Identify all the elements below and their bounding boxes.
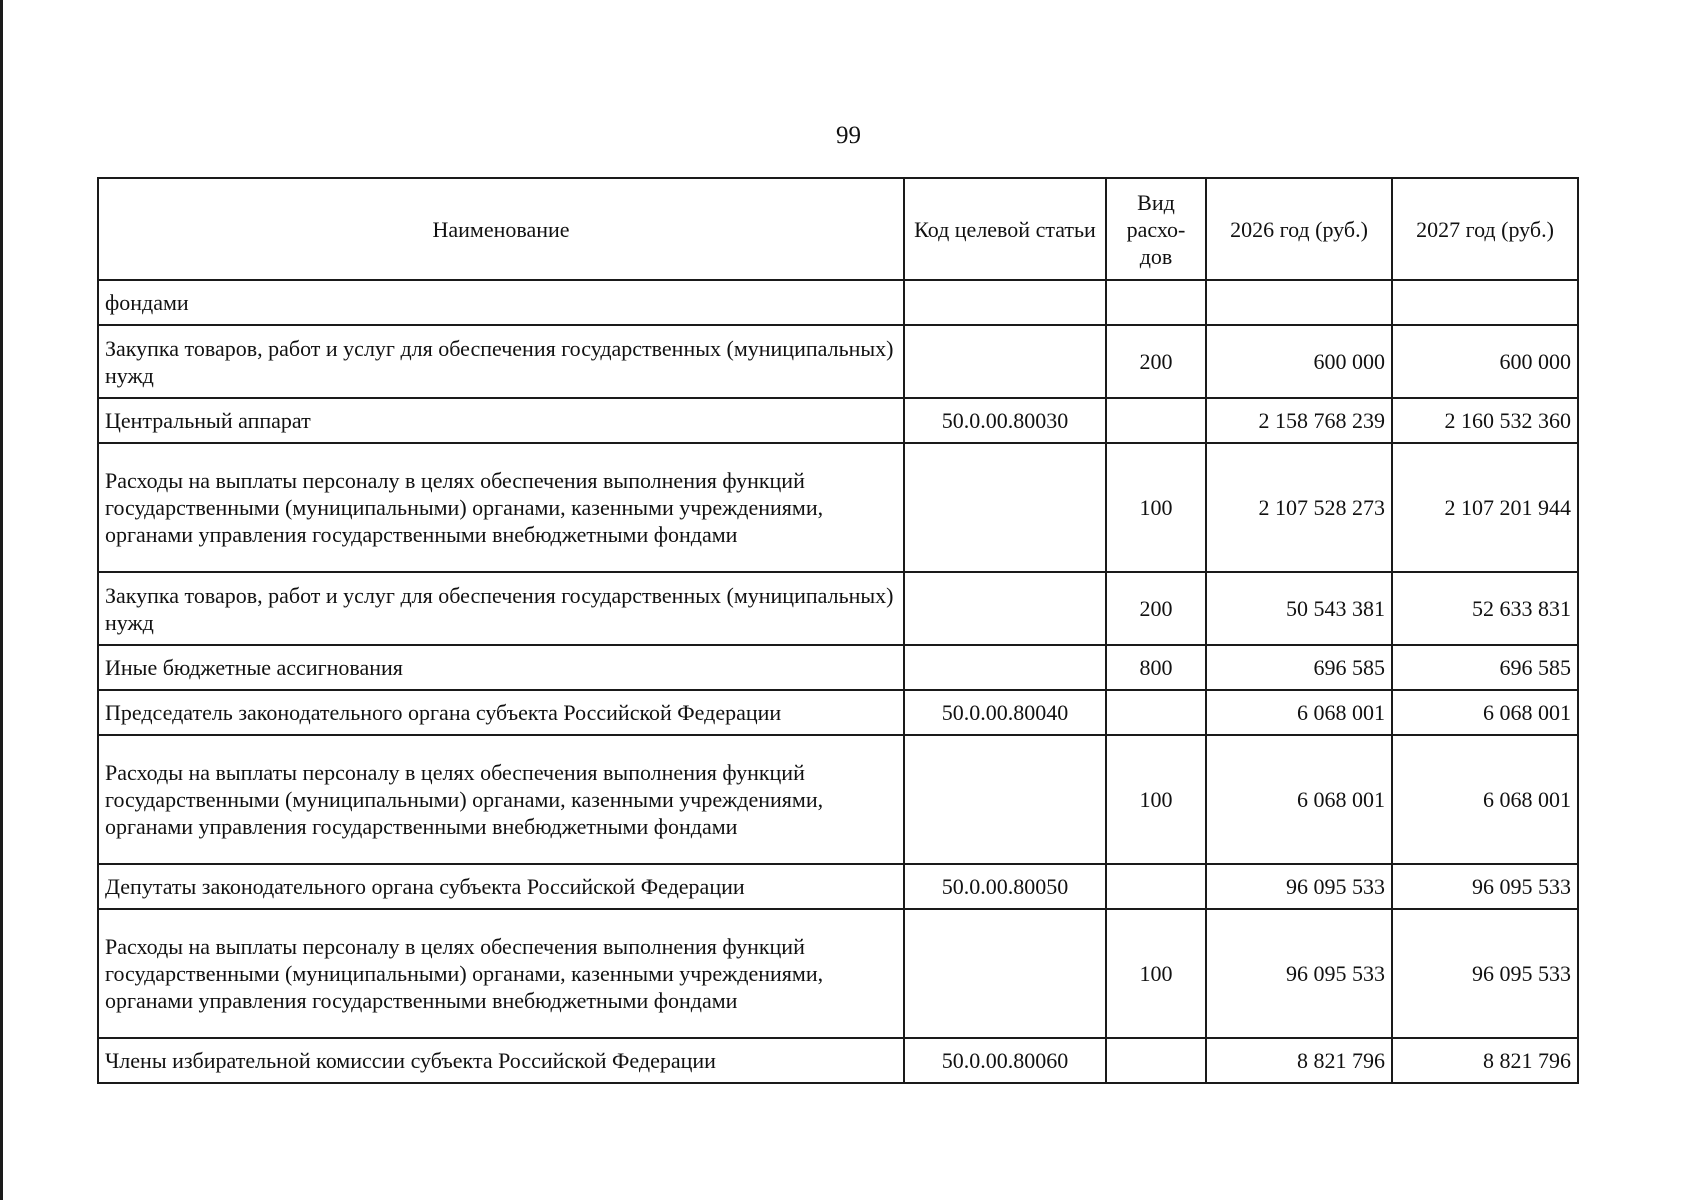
cell-2027: 6 068 001: [1392, 735, 1578, 864]
cell-code: [904, 735, 1106, 864]
cell-2027: 2 107 201 944: [1392, 443, 1578, 572]
cell-2026: 96 095 533: [1206, 864, 1392, 909]
cell-code: 50.0.00.80050: [904, 864, 1106, 909]
cell-expense-type: [1106, 864, 1206, 909]
cell-expense-type: 100: [1106, 909, 1206, 1038]
table-row: [98, 280, 1578, 325]
cell-name: Закупка товаров, работ и услуг для обеспечения государственных (муниципальных) нужд: [98, 325, 904, 398]
cell-2026: 8 821 796: [1206, 1038, 1392, 1083]
cell-name: фондами: [98, 280, 904, 325]
cell-2026: 6 068 001: [1206, 690, 1392, 735]
cell-2026: [1206, 280, 1392, 325]
table-row: [98, 645, 1578, 690]
cell-2027: 6 068 001: [1392, 690, 1578, 735]
cell-name: Депутаты законодательного органа субъекта Российской Федерации: [98, 864, 904, 909]
cell-expense-type: [1106, 280, 1206, 325]
table-row: [98, 864, 1578, 909]
cell-expense-type: [1106, 1038, 1206, 1083]
cell-expense-type: 200: [1106, 572, 1206, 645]
cell-2026: 6 068 001: [1206, 735, 1392, 864]
header-code: Код целевой статьи: [904, 178, 1106, 280]
cell-2026: 600 000: [1206, 325, 1392, 398]
table-row: [98, 735, 1578, 864]
cell-2026: 2 158 768 239: [1206, 398, 1392, 443]
cell-expense-type: 100: [1106, 443, 1206, 572]
cell-2027: 8 821 796: [1392, 1038, 1578, 1083]
cell-2026: 2 107 528 273: [1206, 443, 1392, 572]
cell-2026: 696 585: [1206, 645, 1392, 690]
cell-code: [904, 280, 1106, 325]
cell-code: [904, 572, 1106, 645]
cell-expense-type: [1106, 398, 1206, 443]
cell-name: Председатель законодательного органа субъекта Российской Федерации: [98, 690, 904, 735]
budget-table: [97, 177, 1579, 1084]
cell-name: Центральный аппарат: [98, 398, 904, 443]
header-expense-type: Вид расхо-дов: [1106, 178, 1206, 280]
table-row: [98, 1038, 1578, 1083]
table-row: [98, 443, 1578, 572]
cell-2026: 50 543 381: [1206, 572, 1392, 645]
cell-expense-type: 800: [1106, 645, 1206, 690]
cell-2027: 96 095 533: [1392, 864, 1578, 909]
table-row: [98, 909, 1578, 1038]
header-year-2027: 2027 год (руб.): [1392, 178, 1578, 280]
cell-2027: 52 633 831: [1392, 572, 1578, 645]
cell-expense-type: 200: [1106, 325, 1206, 398]
header-name: Наименование: [98, 178, 904, 280]
header-year-2026: 2026 год (руб.): [1206, 178, 1392, 280]
cell-2027: [1392, 280, 1578, 325]
cell-name: Закупка товаров, работ и услуг для обеспечения государственных (муниципальных) нужд: [98, 572, 904, 645]
cell-name: Расходы на выплаты персоналу в целях обеспечения выполнения функций государственными (муниципальными) органами, казенными учреждениями, органами управления государственными внебюджетными фондами: [98, 443, 904, 572]
cell-2027: 600 000: [1392, 325, 1578, 398]
page-number: 99: [836, 122, 861, 149]
cell-name: Иные бюджетные ассигнования: [98, 645, 904, 690]
cell-code: 50.0.00.80060: [904, 1038, 1106, 1083]
cell-name: Члены избирательной комиссии субъекта Российской Федерации: [98, 1038, 904, 1083]
table-row: [98, 325, 1578, 398]
cell-2026: 96 095 533: [1206, 909, 1392, 1038]
page-left-edge: [0, 0, 3, 1200]
table-row: [98, 690, 1578, 735]
cell-code: 50.0.00.80040: [904, 690, 1106, 735]
cell-code: [904, 645, 1106, 690]
cell-2027: 696 585: [1392, 645, 1578, 690]
cell-code: [904, 909, 1106, 1038]
cell-2027: 2 160 532 360: [1392, 398, 1578, 443]
cell-code: 50.0.00.80030: [904, 398, 1106, 443]
cell-expense-type: [1106, 690, 1206, 735]
cell-expense-type: 100: [1106, 735, 1206, 864]
table-row: [98, 398, 1578, 443]
table-row: [98, 572, 1578, 645]
cell-name: Расходы на выплаты персоналу в целях обеспечения выполнения функций государственными (муниципальными) органами, казенными учреждениями, органами управления государственными внебюджетными фондами: [98, 909, 904, 1038]
table-header-row: [98, 178, 1578, 280]
cell-code: [904, 325, 1106, 398]
cell-name: Расходы на выплаты персоналу в целях обеспечения выполнения функций государственными (муниципальными) органами, казенными учреждениями, органами управления государственными внебюджетными фондами: [98, 735, 904, 864]
cell-code: [904, 443, 1106, 572]
cell-2027: 96 095 533: [1392, 909, 1578, 1038]
